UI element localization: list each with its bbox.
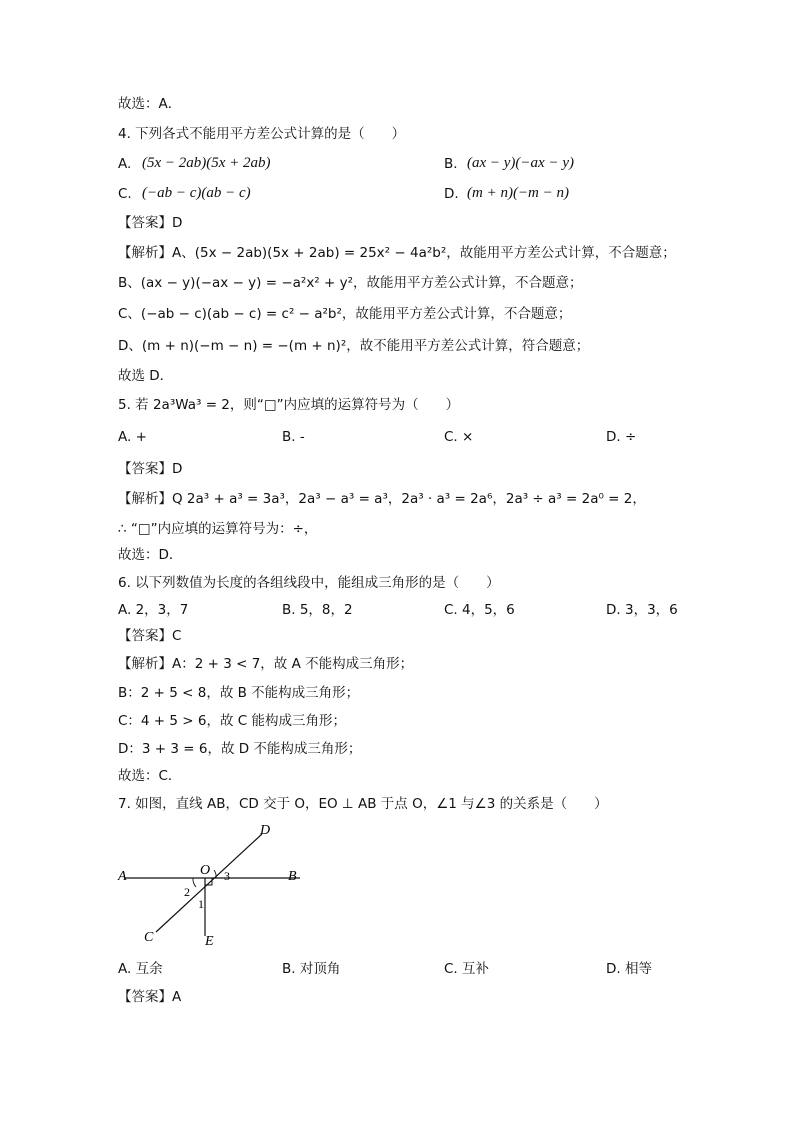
explanation-line: C、(−ab − c)(ab − c) = c² − a²b²，故能用平方差公式计算，不合题意； [118, 306, 572, 322]
option-label: B. [444, 156, 458, 172]
line-CD [156, 834, 262, 932]
selection-line: 故选：C． [118, 768, 182, 784]
question-4: 4. 下列各式不能用平方差公式计算的是（ ） [118, 126, 406, 142]
option: C. 4，5，6 [444, 602, 515, 618]
answer: 【答案】A [118, 989, 182, 1005]
question-5: 5. 若 2a³W​a³ = 2，则“□”内应填的运算符号为（ ） [118, 397, 460, 413]
option: B. - [282, 429, 305, 445]
option: D. ÷ [606, 429, 637, 445]
option: A. 2，3，7 [118, 602, 189, 618]
geometry-figure [110, 818, 320, 953]
option: A. 互余 [118, 961, 163, 977]
label-O: O [200, 863, 211, 878]
option: B. 5，8，2 [282, 602, 353, 618]
label-angle-3: 3 [224, 869, 230, 883]
option: D. 3，3，6 [606, 602, 678, 618]
explanation-line: ∴ “□”内应填的运算符号为：÷， [118, 521, 318, 537]
option-expression: (m + n)(−m − n) [467, 185, 570, 201]
angle-arc-2 [193, 878, 196, 887]
label-B: B [288, 869, 297, 884]
selection-line: 故选 D． [118, 368, 174, 384]
explanation-line: B：2 + 5 < 8，故 B 不能构成三角形； [118, 685, 360, 701]
label-C: C [144, 930, 154, 945]
selection-line: 故选：D． [118, 547, 183, 563]
option-expression: (ax − y)(−ax − y) [467, 155, 574, 171]
question-7: 7. 如图，直线 AB，CD 交于 O，EO ⊥ AB 于点 O，∠1 与∠3 的关系是（ ） [118, 796, 608, 812]
answer: 【答案】D [118, 215, 183, 231]
answer: 【答案】C [118, 628, 182, 644]
text-line: 故选：A． [118, 96, 182, 112]
explanation-line: C：4 + 5 > 6，故 C 能构成三角形； [118, 713, 346, 729]
option: C. × [444, 429, 474, 445]
option: A. + [118, 429, 147, 445]
label-angle-2: 2 [184, 885, 190, 899]
option: C. 互补 [444, 961, 490, 977]
option: D. 相等 [606, 961, 652, 977]
label-A: A [118, 869, 127, 884]
option-label: C. [118, 186, 132, 202]
explanation-line: 【解析】Q 2a³ + a³ = 3a³，2a³ − a³ = a³，2a³ · a³ = 2a⁶，2a³ ÷ a³ = 2a⁰ = 2， [118, 491, 646, 507]
label-E: E [205, 934, 214, 949]
explanation-line: B、(ax − y)(−ax − y) = −a²x² + y²，故能用平方差公式计算，不合题意； [118, 275, 583, 291]
option-label: A. [118, 156, 132, 172]
explanation-line: D：3 + 3 = 6，故 D 不能构成三角形； [118, 741, 362, 757]
option: B. 对顶角 [282, 961, 341, 977]
label-angle-1: 1 [198, 897, 204, 911]
answer: 【答案】D [118, 461, 183, 477]
explanation-line: 【解析】A、(5x − 2ab)(5x + 2ab) = 25x² − 4a²b²，故能用平方差公式计算，不合题意； [118, 245, 676, 261]
explanation-line: D、(m + n)(−m − n) = −(m + n)²，故不能用平方差公式计算，符合题意； [118, 338, 590, 354]
explanation-line: 【解析】A：2 + 3 < 7，故 A 不能构成三角形； [118, 656, 414, 672]
option-expression: (−ab − c)(ab − c) [142, 185, 251, 201]
option-expression: (5x − 2ab)(5x + 2ab) [142, 155, 271, 171]
label-D: D [260, 823, 271, 838]
question-6: 6. 以下列数值为长度的各组线段中，能组成三角形的是（ ） [118, 575, 500, 591]
option-label: D. [444, 186, 459, 202]
